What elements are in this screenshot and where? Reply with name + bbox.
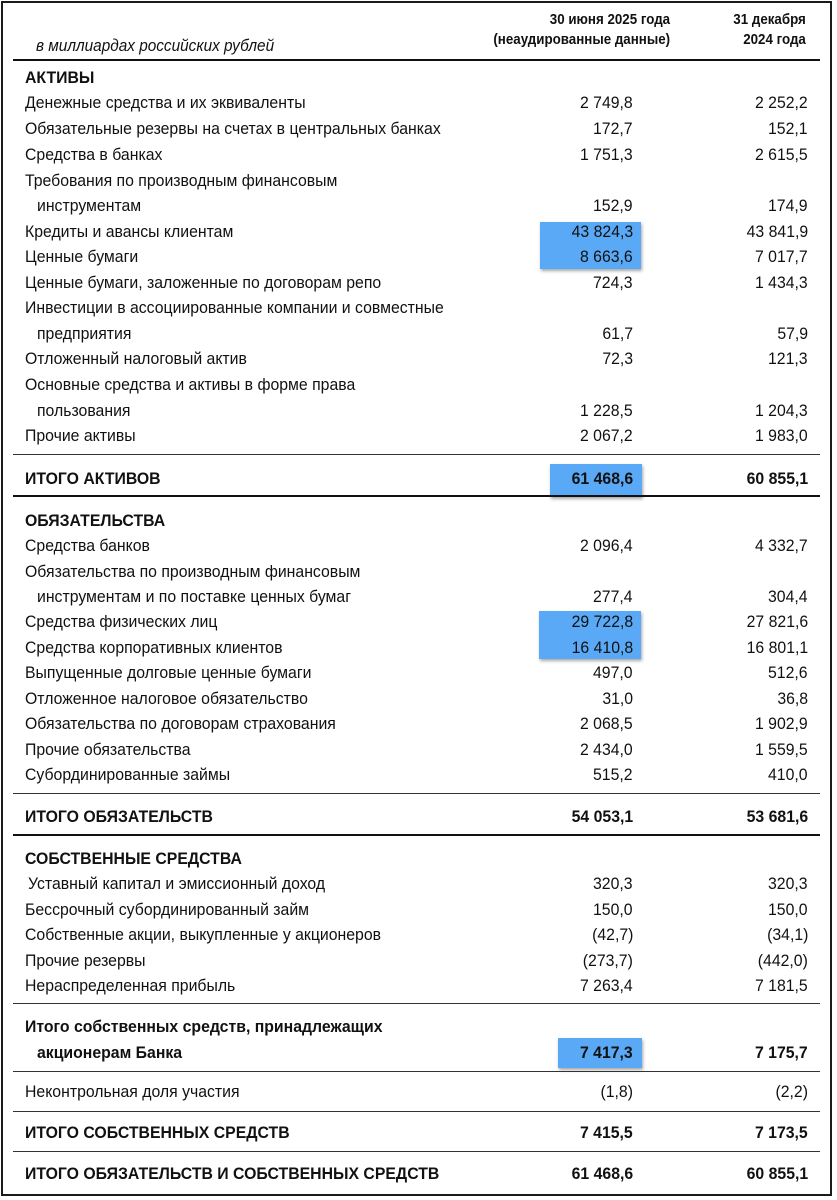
table-row bbox=[3, 897, 830, 922]
table-header bbox=[3, 3, 830, 61]
row-label: Уставный капитал и эмиссионный доход bbox=[28, 874, 326, 893]
value-2024: 1 983,0 bbox=[755, 426, 808, 445]
row-label: Средства в банках bbox=[25, 145, 163, 164]
value-2024: 2 252,2 bbox=[755, 93, 808, 112]
value-2025: 2 096,4 bbox=[580, 536, 633, 555]
table-row bbox=[3, 295, 830, 320]
table-row bbox=[3, 423, 830, 448]
value-2025: 277,4 bbox=[593, 587, 633, 606]
table-row-continuation bbox=[3, 193, 830, 218]
row-label: Нераспределенная прибыль bbox=[25, 976, 236, 995]
value-2024: 1 204,3 bbox=[755, 401, 808, 420]
row-label-continuation: инструментам bbox=[37, 196, 142, 215]
column-header-2025-date: 30 июня 2025 года bbox=[549, 12, 670, 28]
row-label: Кредиты и авансы клиентам bbox=[25, 222, 234, 241]
value-2025: 172,7 bbox=[593, 119, 633, 138]
value-2025: 1 228,5 bbox=[580, 401, 633, 420]
table-row bbox=[3, 948, 830, 973]
column-header-2024-year: 2024 года bbox=[743, 32, 806, 48]
table-row bbox=[3, 973, 830, 998]
noncontrolling-row bbox=[3, 1079, 830, 1104]
table-row bbox=[3, 244, 830, 269]
column-header-2024-date: 31 декабря bbox=[733, 12, 806, 28]
value-2025: (42,7) bbox=[591, 925, 633, 944]
value-2024: 121,3 bbox=[768, 349, 808, 368]
value-2024: 2 615,5 bbox=[755, 145, 808, 164]
table-row-continuation bbox=[3, 584, 830, 609]
value-2025: 152,9 bbox=[593, 196, 633, 215]
value-2024: (34,1) bbox=[766, 925, 808, 944]
row-label-continuation: акционерам Банка bbox=[37, 1043, 183, 1062]
value-2025-highlighted: 29 722,8 bbox=[571, 612, 633, 631]
row-label: Выпущенные долговые ценные бумаги bbox=[25, 663, 312, 682]
row-label: Неконтрольная доля участия bbox=[25, 1082, 240, 1101]
row-label: Инвестиции в ассоциированные компании и совместные bbox=[25, 298, 444, 317]
value-2024: 7 175,7 bbox=[755, 1043, 808, 1062]
divider bbox=[13, 834, 820, 836]
row-label: Прочие обязательства bbox=[25, 740, 191, 759]
row-label: Требования по производным финансовым bbox=[25, 171, 338, 190]
row-label: Средства банков bbox=[25, 536, 150, 555]
column-header-2025 bbox=[493, 10, 670, 50]
shareholders-total-row-continuation bbox=[3, 1040, 830, 1065]
value-2025-highlighted: 16 410,8 bbox=[571, 638, 633, 657]
row-label-continuation: предприятия bbox=[37, 324, 132, 343]
table-row bbox=[3, 737, 830, 762]
row-label-continuation: пользования bbox=[37, 401, 131, 420]
value-2025: (273,7) bbox=[582, 951, 633, 970]
row-label: Средства корпоративных клиентов bbox=[25, 638, 283, 657]
table-row bbox=[3, 686, 830, 711]
section-title-equity bbox=[3, 846, 830, 871]
value-2025: 150,0 bbox=[593, 900, 633, 919]
value-2024: 16 801,1 bbox=[746, 638, 808, 657]
table-row bbox=[3, 609, 830, 634]
table-row-continuation bbox=[3, 321, 830, 346]
value-2024: 60 855,1 bbox=[746, 1164, 808, 1183]
value-2024: 27 821,6 bbox=[746, 612, 808, 631]
divider bbox=[13, 454, 820, 455]
value-2024: 4 332,7 bbox=[755, 536, 808, 555]
row-label: Средства физических лиц bbox=[25, 612, 218, 631]
row-label-continuation: инструментам и по поставке ценных бумаг bbox=[37, 587, 351, 606]
table-row bbox=[3, 660, 830, 685]
value-2024: 410,0 bbox=[768, 765, 808, 784]
section-title-liabilities bbox=[3, 508, 830, 533]
row-label: Основные средства и активы в форме права bbox=[25, 375, 356, 394]
value-2024: (2,2) bbox=[775, 1082, 808, 1101]
table-row-continuation bbox=[3, 398, 830, 423]
table-row bbox=[3, 871, 830, 896]
column-header-2025-note: (неаудированные данные) bbox=[493, 32, 670, 48]
section-title-assets bbox=[3, 65, 830, 90]
section-title: СОБСТВЕННЫЕ СРЕДСТВА bbox=[25, 849, 242, 868]
row-label: Ценные бумаги, заложенные по договорам репо bbox=[25, 273, 382, 292]
value-2025: (1,8) bbox=[600, 1082, 633, 1101]
row-label: Обязательства по производным финансовым bbox=[25, 562, 361, 581]
value-2025: 497,0 bbox=[593, 663, 633, 682]
value-2024: 7 181,5 bbox=[755, 976, 808, 995]
value-2025: 31,0 bbox=[602, 689, 633, 708]
value-2025: 2 434,0 bbox=[580, 740, 633, 759]
value-2025: 724,3 bbox=[593, 273, 633, 292]
value-2024: 1 559,5 bbox=[755, 740, 808, 759]
value-2025: 7 415,5 bbox=[580, 1123, 633, 1142]
value-2024: 60 855,1 bbox=[746, 469, 808, 488]
value-2025: 54 053,1 bbox=[571, 807, 633, 826]
value-2025: 1 751,3 bbox=[580, 145, 633, 164]
table-row bbox=[3, 533, 830, 558]
value-2025-highlighted: 43 824,3 bbox=[571, 222, 633, 241]
total-row-liabilities bbox=[3, 804, 830, 829]
value-2024: 1 902,9 bbox=[755, 714, 808, 733]
table-row bbox=[3, 270, 830, 295]
value-2024: 512,6 bbox=[768, 663, 808, 682]
value-2024: 174,9 bbox=[768, 196, 808, 215]
value-2025: 61 468,6 bbox=[571, 1164, 633, 1183]
value-2024: 150,0 bbox=[768, 900, 808, 919]
row-label: ИТОГО АКТИВОВ bbox=[25, 469, 161, 488]
divider bbox=[13, 1003, 820, 1004]
total-row-equity bbox=[3, 1120, 830, 1145]
table-row bbox=[3, 219, 830, 244]
shareholders-total-row bbox=[3, 1014, 830, 1039]
row-label: Собственные акции, выкупленные у акционеров bbox=[25, 925, 382, 944]
value-2025-highlighted: 7 417,3 bbox=[580, 1043, 633, 1062]
divider bbox=[13, 495, 820, 497]
total-row-assets bbox=[3, 466, 830, 491]
section-title: ОБЯЗАТЕЛЬСТВА bbox=[25, 511, 166, 530]
table-row bbox=[3, 762, 830, 787]
unit-label: в миллиардах российских рублей bbox=[36, 37, 275, 55]
value-2025-highlighted: 61 468,6 bbox=[571, 469, 633, 488]
grand-total-row bbox=[3, 1161, 830, 1186]
row-label: Обязательства по договорам страхования bbox=[25, 714, 336, 733]
divider bbox=[13, 793, 820, 794]
row-label: ИТОГО ОБЯЗАТЕЛЬСТВ И СОБСТВЕННЫХ СРЕДСТВ bbox=[25, 1164, 440, 1183]
value-2024: 57,9 bbox=[777, 324, 808, 343]
row-label: Отложенное налоговое обязательство bbox=[25, 689, 308, 708]
value-2024: 53 681,6 bbox=[746, 807, 808, 826]
table-row bbox=[3, 372, 830, 397]
value-2024: 1 434,3 bbox=[755, 273, 808, 292]
value-2025: 2 067,2 bbox=[580, 426, 633, 445]
value-2025: 2 068,5 bbox=[580, 714, 633, 733]
table-row bbox=[3, 90, 830, 115]
value-2024: 36,8 bbox=[777, 689, 808, 708]
row-label: Денежные средства и их эквиваленты bbox=[25, 93, 306, 112]
value-2024: 43 841,9 bbox=[746, 222, 808, 241]
value-2025: 320,3 bbox=[593, 874, 633, 893]
value-2025: 7 263,4 bbox=[580, 976, 633, 995]
row-label: Ценные бумаги bbox=[25, 247, 139, 266]
value-2025-highlighted: 8 663,6 bbox=[580, 247, 633, 266]
table-row bbox=[3, 346, 830, 371]
section-title: АКТИВЫ bbox=[25, 68, 95, 87]
value-2025: 515,2 bbox=[593, 765, 633, 784]
table-row bbox=[3, 635, 830, 660]
row-label: Субординированные займы bbox=[25, 765, 231, 784]
table-row bbox=[3, 116, 830, 141]
table-row bbox=[3, 922, 830, 947]
value-2024: 304,4 bbox=[768, 587, 808, 606]
divider bbox=[13, 1071, 820, 1072]
table-row bbox=[3, 559, 830, 584]
value-2025: 2 749,8 bbox=[580, 93, 633, 112]
value-2024: 7 017,7 bbox=[755, 247, 808, 266]
row-label: Прочие резервы bbox=[25, 951, 146, 970]
column-header-2024 bbox=[733, 10, 806, 50]
value-2025: 72,3 bbox=[602, 349, 633, 368]
table-row bbox=[3, 711, 830, 736]
row-label: Обязательные резервы на счетах в центральных банках bbox=[25, 119, 441, 138]
row-label: ИТОГО СОБСТВЕННЫХ СРЕДСТВ bbox=[25, 1123, 290, 1142]
balance-sheet-document bbox=[1, 1, 832, 1196]
row-label: Отложенный налоговый актив bbox=[25, 349, 247, 368]
row-label: ИТОГО ОБЯЗАТЕЛЬСТВ bbox=[25, 807, 213, 826]
value-2025: 61,7 bbox=[602, 324, 633, 343]
table-row bbox=[3, 168, 830, 193]
row-label: Итого собственных средств, принадлежащих bbox=[25, 1017, 383, 1036]
value-2024: 7 173,5 bbox=[755, 1123, 808, 1142]
row-label: Прочие активы bbox=[25, 426, 136, 445]
table-row bbox=[3, 142, 830, 167]
value-2024: (442,0) bbox=[757, 951, 808, 970]
divider bbox=[13, 1151, 820, 1152]
value-2024: 152,1 bbox=[768, 119, 808, 138]
value-2024: 320,3 bbox=[768, 874, 808, 893]
row-label: Бессрочный субординированный займ bbox=[25, 900, 310, 919]
divider bbox=[13, 1111, 820, 1112]
divider bbox=[13, 59, 820, 61]
